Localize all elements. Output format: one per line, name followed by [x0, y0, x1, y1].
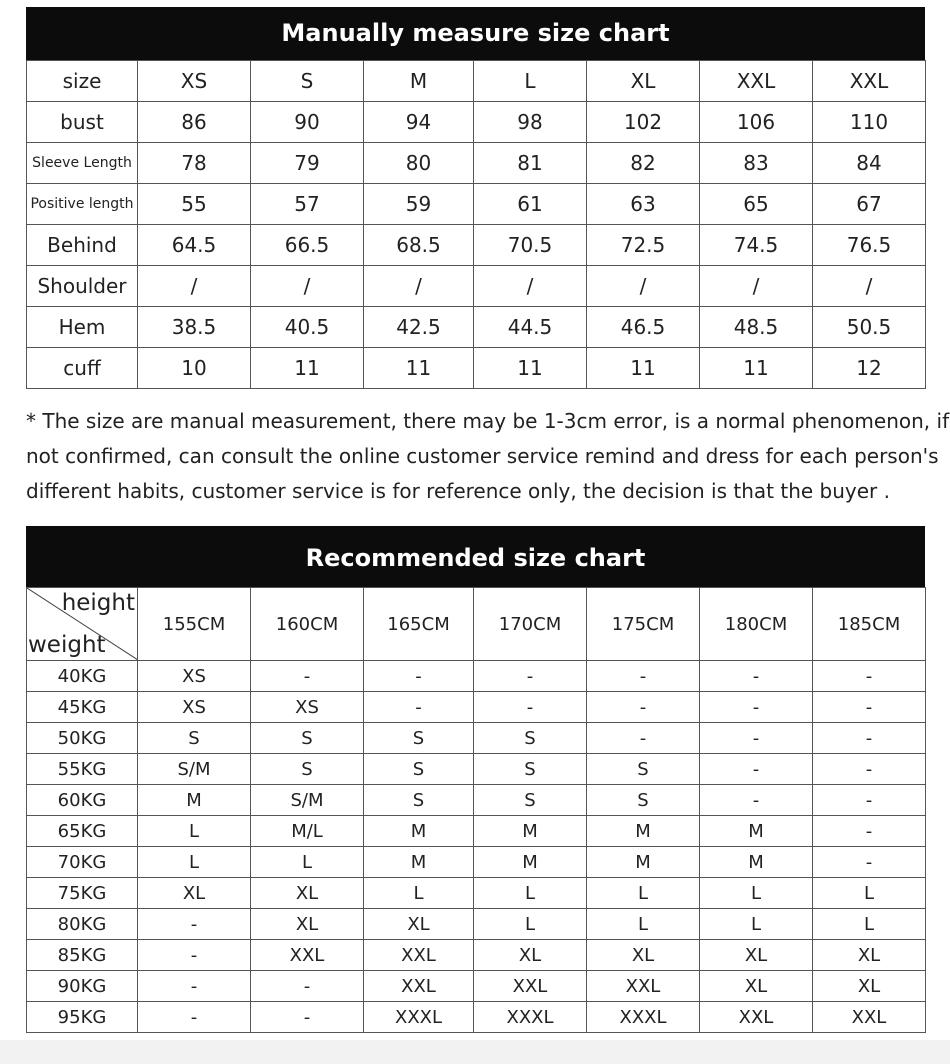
table-cell: M [138, 785, 251, 816]
height-header: 155CM [138, 588, 251, 661]
weight-axis-label: weight [28, 632, 106, 658]
table-cell: / [138, 266, 251, 307]
weight-label: 85KG [27, 940, 138, 971]
table-cell: - [587, 661, 700, 692]
row-label: Behind [27, 225, 138, 266]
size-header: M [364, 61, 474, 102]
table-cell: 11 [700, 348, 813, 389]
table-cell: XL [251, 878, 364, 909]
table-cell: / [364, 266, 474, 307]
table-cell: - [813, 785, 926, 816]
table-cell: S [587, 785, 700, 816]
weight-label: 45KG [27, 692, 138, 723]
table-row [27, 184, 926, 225]
note-line: * The size are manual measurement, there may be 1-3cm error, is a normal phenomenon, if [26, 409, 950, 433]
table-cell: 55 [138, 184, 251, 225]
weight-label: 95KG [27, 1002, 138, 1033]
table-cell: XL [138, 878, 251, 909]
table-cell: - [138, 1002, 251, 1033]
table-cell: 63 [587, 184, 700, 225]
table-cell: - [251, 971, 364, 1002]
table-cell: / [813, 266, 926, 307]
table-cell: 106 [700, 102, 813, 143]
recommended-size-table [26, 587, 926, 1033]
table-cell: 10 [138, 348, 251, 389]
table-row [27, 754, 926, 785]
table-row [27, 878, 926, 909]
weight-label: 65KG [27, 816, 138, 847]
table-row [27, 661, 926, 692]
weight-label: 40KG [27, 661, 138, 692]
row-label: Positive length [27, 184, 138, 225]
weight-label: 70KG [27, 847, 138, 878]
table-row [27, 225, 926, 266]
table-cell: L [813, 909, 926, 940]
table-cell: 110 [813, 102, 926, 143]
table-cell: M/L [251, 816, 364, 847]
table-row [27, 909, 926, 940]
note-line: not confirmed, can consult the online customer service remind and dress for each person's [26, 444, 939, 468]
table-cell: XXL [364, 971, 474, 1002]
table-cell: - [251, 661, 364, 692]
table-cell: 42.5 [364, 307, 474, 348]
table-row [27, 1002, 926, 1033]
table-cell: M [587, 847, 700, 878]
table-cell: S [474, 754, 587, 785]
table-cell: XXL [587, 971, 700, 1002]
table-cell: L [700, 909, 813, 940]
table-cell: S [474, 785, 587, 816]
table-cell: 57 [251, 184, 364, 225]
table-header-row [27, 61, 926, 102]
table-cell: 12 [813, 348, 926, 389]
table-cell: 59 [364, 184, 474, 225]
table-cell: 11 [251, 348, 364, 389]
table-row [27, 692, 926, 723]
table-cell: 38.5 [138, 307, 251, 348]
height-header: 175CM [587, 588, 700, 661]
table-row [27, 971, 926, 1002]
table-cell: / [587, 266, 700, 307]
table-cell: - [813, 847, 926, 878]
table-cell: S [138, 723, 251, 754]
table-cell: - [138, 971, 251, 1002]
table-cell: 80 [364, 143, 474, 184]
table-cell: 84 [813, 143, 926, 184]
row-label: cuff [27, 348, 138, 389]
table-cell: M [700, 816, 813, 847]
table-cell: - [813, 816, 926, 847]
table-cell: 72.5 [587, 225, 700, 266]
table-cell: XS [138, 692, 251, 723]
table-cell: L [251, 847, 364, 878]
table-cell: 65 [700, 184, 813, 225]
measurement-note [26, 404, 950, 509]
table-cell: / [474, 266, 587, 307]
table-cell: - [474, 692, 587, 723]
table-cell: M [474, 847, 587, 878]
table-cell: M [364, 847, 474, 878]
table-cell: XXL [700, 1002, 813, 1033]
size-header: XXL [813, 61, 926, 102]
table-row [27, 785, 926, 816]
size-header: XL [587, 61, 700, 102]
row-label: Sleeve Length [27, 143, 138, 184]
table-row [27, 847, 926, 878]
table-cell: 67 [813, 184, 926, 225]
table-cell: - [813, 754, 926, 785]
table-cell: 82 [587, 143, 700, 184]
weight-label: 50KG [27, 723, 138, 754]
table-cell: XXXL [364, 1002, 474, 1033]
table-cell: - [813, 661, 926, 692]
table-cell: XXL [364, 940, 474, 971]
header-label: size [27, 61, 138, 102]
height-header: 185CM [813, 588, 926, 661]
recommended-chart-title: Recommended size chart [26, 526, 925, 587]
table-cell: - [700, 723, 813, 754]
table-cell: 40.5 [251, 307, 364, 348]
table-header-row [27, 588, 926, 661]
table-cell: XL [813, 940, 926, 971]
table-cell: 90 [251, 102, 364, 143]
table-cell: 46.5 [587, 307, 700, 348]
table-cell: S [587, 754, 700, 785]
table-cell: S [364, 754, 474, 785]
table-cell: 83 [700, 143, 813, 184]
table-row [27, 307, 926, 348]
table-cell: - [138, 940, 251, 971]
table-cell: M [474, 816, 587, 847]
table-cell: L [813, 878, 926, 909]
table-cell: - [700, 754, 813, 785]
table-cell: XS [251, 692, 364, 723]
table-cell: 11 [474, 348, 587, 389]
table-cell: M [587, 816, 700, 847]
weight-label: 90KG [27, 971, 138, 1002]
manual-size-table [26, 60, 926, 389]
table-cell: S [251, 723, 364, 754]
table-cell: XS [138, 661, 251, 692]
table-cell: XL [587, 940, 700, 971]
table-cell: - [138, 909, 251, 940]
table-cell: XL [474, 940, 587, 971]
table-cell: L [587, 878, 700, 909]
table-cell: 81 [474, 143, 587, 184]
table-cell: 64.5 [138, 225, 251, 266]
table-cell: - [587, 723, 700, 754]
weight-label: 55KG [27, 754, 138, 785]
weight-label: 80KG [27, 909, 138, 940]
table-cell: L [474, 909, 587, 940]
table-cell: 94 [364, 102, 474, 143]
height-header: 160CM [251, 588, 364, 661]
table-cell: L [474, 878, 587, 909]
note-line: different habits, customer service is for reference only, the decision is that the buyer . [26, 479, 890, 503]
table-cell: L [364, 878, 474, 909]
height-header: 165CM [364, 588, 474, 661]
size-header: XS [138, 61, 251, 102]
weight-label: 60KG [27, 785, 138, 816]
table-row [27, 143, 926, 184]
table-cell: XL [364, 909, 474, 940]
table-cell: L [138, 816, 251, 847]
table-row [27, 102, 926, 143]
table-cell: 11 [364, 348, 474, 389]
size-header: L [474, 61, 587, 102]
table-cell: - [813, 692, 926, 723]
row-label: Shoulder [27, 266, 138, 307]
size-header: S [251, 61, 364, 102]
height-header: 180CM [700, 588, 813, 661]
table-cell: XL [700, 940, 813, 971]
table-cell: 102 [587, 102, 700, 143]
table-cell: 66.5 [251, 225, 364, 266]
table-cell: XL [251, 909, 364, 940]
table-cell: M [700, 847, 813, 878]
table-cell: XXXL [474, 1002, 587, 1033]
table-row [27, 348, 926, 389]
table-cell: 70.5 [474, 225, 587, 266]
table-cell: 74.5 [700, 225, 813, 266]
table-cell: L [587, 909, 700, 940]
table-cell: XXL [474, 971, 587, 1002]
table-cell: - [364, 661, 474, 692]
row-label: Hem [27, 307, 138, 348]
table-cell: / [700, 266, 813, 307]
table-cell: 68.5 [364, 225, 474, 266]
table-row [27, 266, 926, 307]
table-cell: L [138, 847, 251, 878]
table-cell: S [251, 754, 364, 785]
table-cell: M [364, 816, 474, 847]
table-cell: XXL [251, 940, 364, 971]
table-cell: S [364, 723, 474, 754]
table-row [27, 940, 926, 971]
bottom-band [0, 1040, 950, 1064]
table-cell: - [700, 661, 813, 692]
table-cell: 79 [251, 143, 364, 184]
table-cell: 76.5 [813, 225, 926, 266]
table-cell: XXXL [587, 1002, 700, 1033]
table-cell: L [700, 878, 813, 909]
height-header: 170CM [474, 588, 587, 661]
table-cell: 61 [474, 184, 587, 225]
table-cell: S [364, 785, 474, 816]
table-cell: - [251, 1002, 364, 1033]
table-cell: 50.5 [813, 307, 926, 348]
table-cell: 78 [138, 143, 251, 184]
table-cell: - [364, 692, 474, 723]
table-cell: 44.5 [474, 307, 587, 348]
table-cell: - [587, 692, 700, 723]
table-cell: XXL [813, 1002, 926, 1033]
table-cell: 98 [474, 102, 587, 143]
weight-label: 75KG [27, 878, 138, 909]
table-cell: - [700, 692, 813, 723]
table-cell: S/M [138, 754, 251, 785]
table-cell: - [700, 785, 813, 816]
table-row [27, 816, 926, 847]
height-axis-label: height [61, 590, 135, 616]
table-cell: XL [700, 971, 813, 1002]
manual-chart-title: Manually measure size chart [26, 7, 925, 60]
size-header: XXL [700, 61, 813, 102]
table-cell: S [474, 723, 587, 754]
table-cell: 86 [138, 102, 251, 143]
table-cell: 11 [587, 348, 700, 389]
corner-cell [27, 588, 138, 661]
table-cell: / [251, 266, 364, 307]
table-cell: - [474, 661, 587, 692]
table-cell: 48.5 [700, 307, 813, 348]
table-cell: S/M [251, 785, 364, 816]
table-cell: XL [813, 971, 926, 1002]
row-label: bust [27, 102, 138, 143]
table-row [27, 723, 926, 754]
table-cell: - [813, 723, 926, 754]
